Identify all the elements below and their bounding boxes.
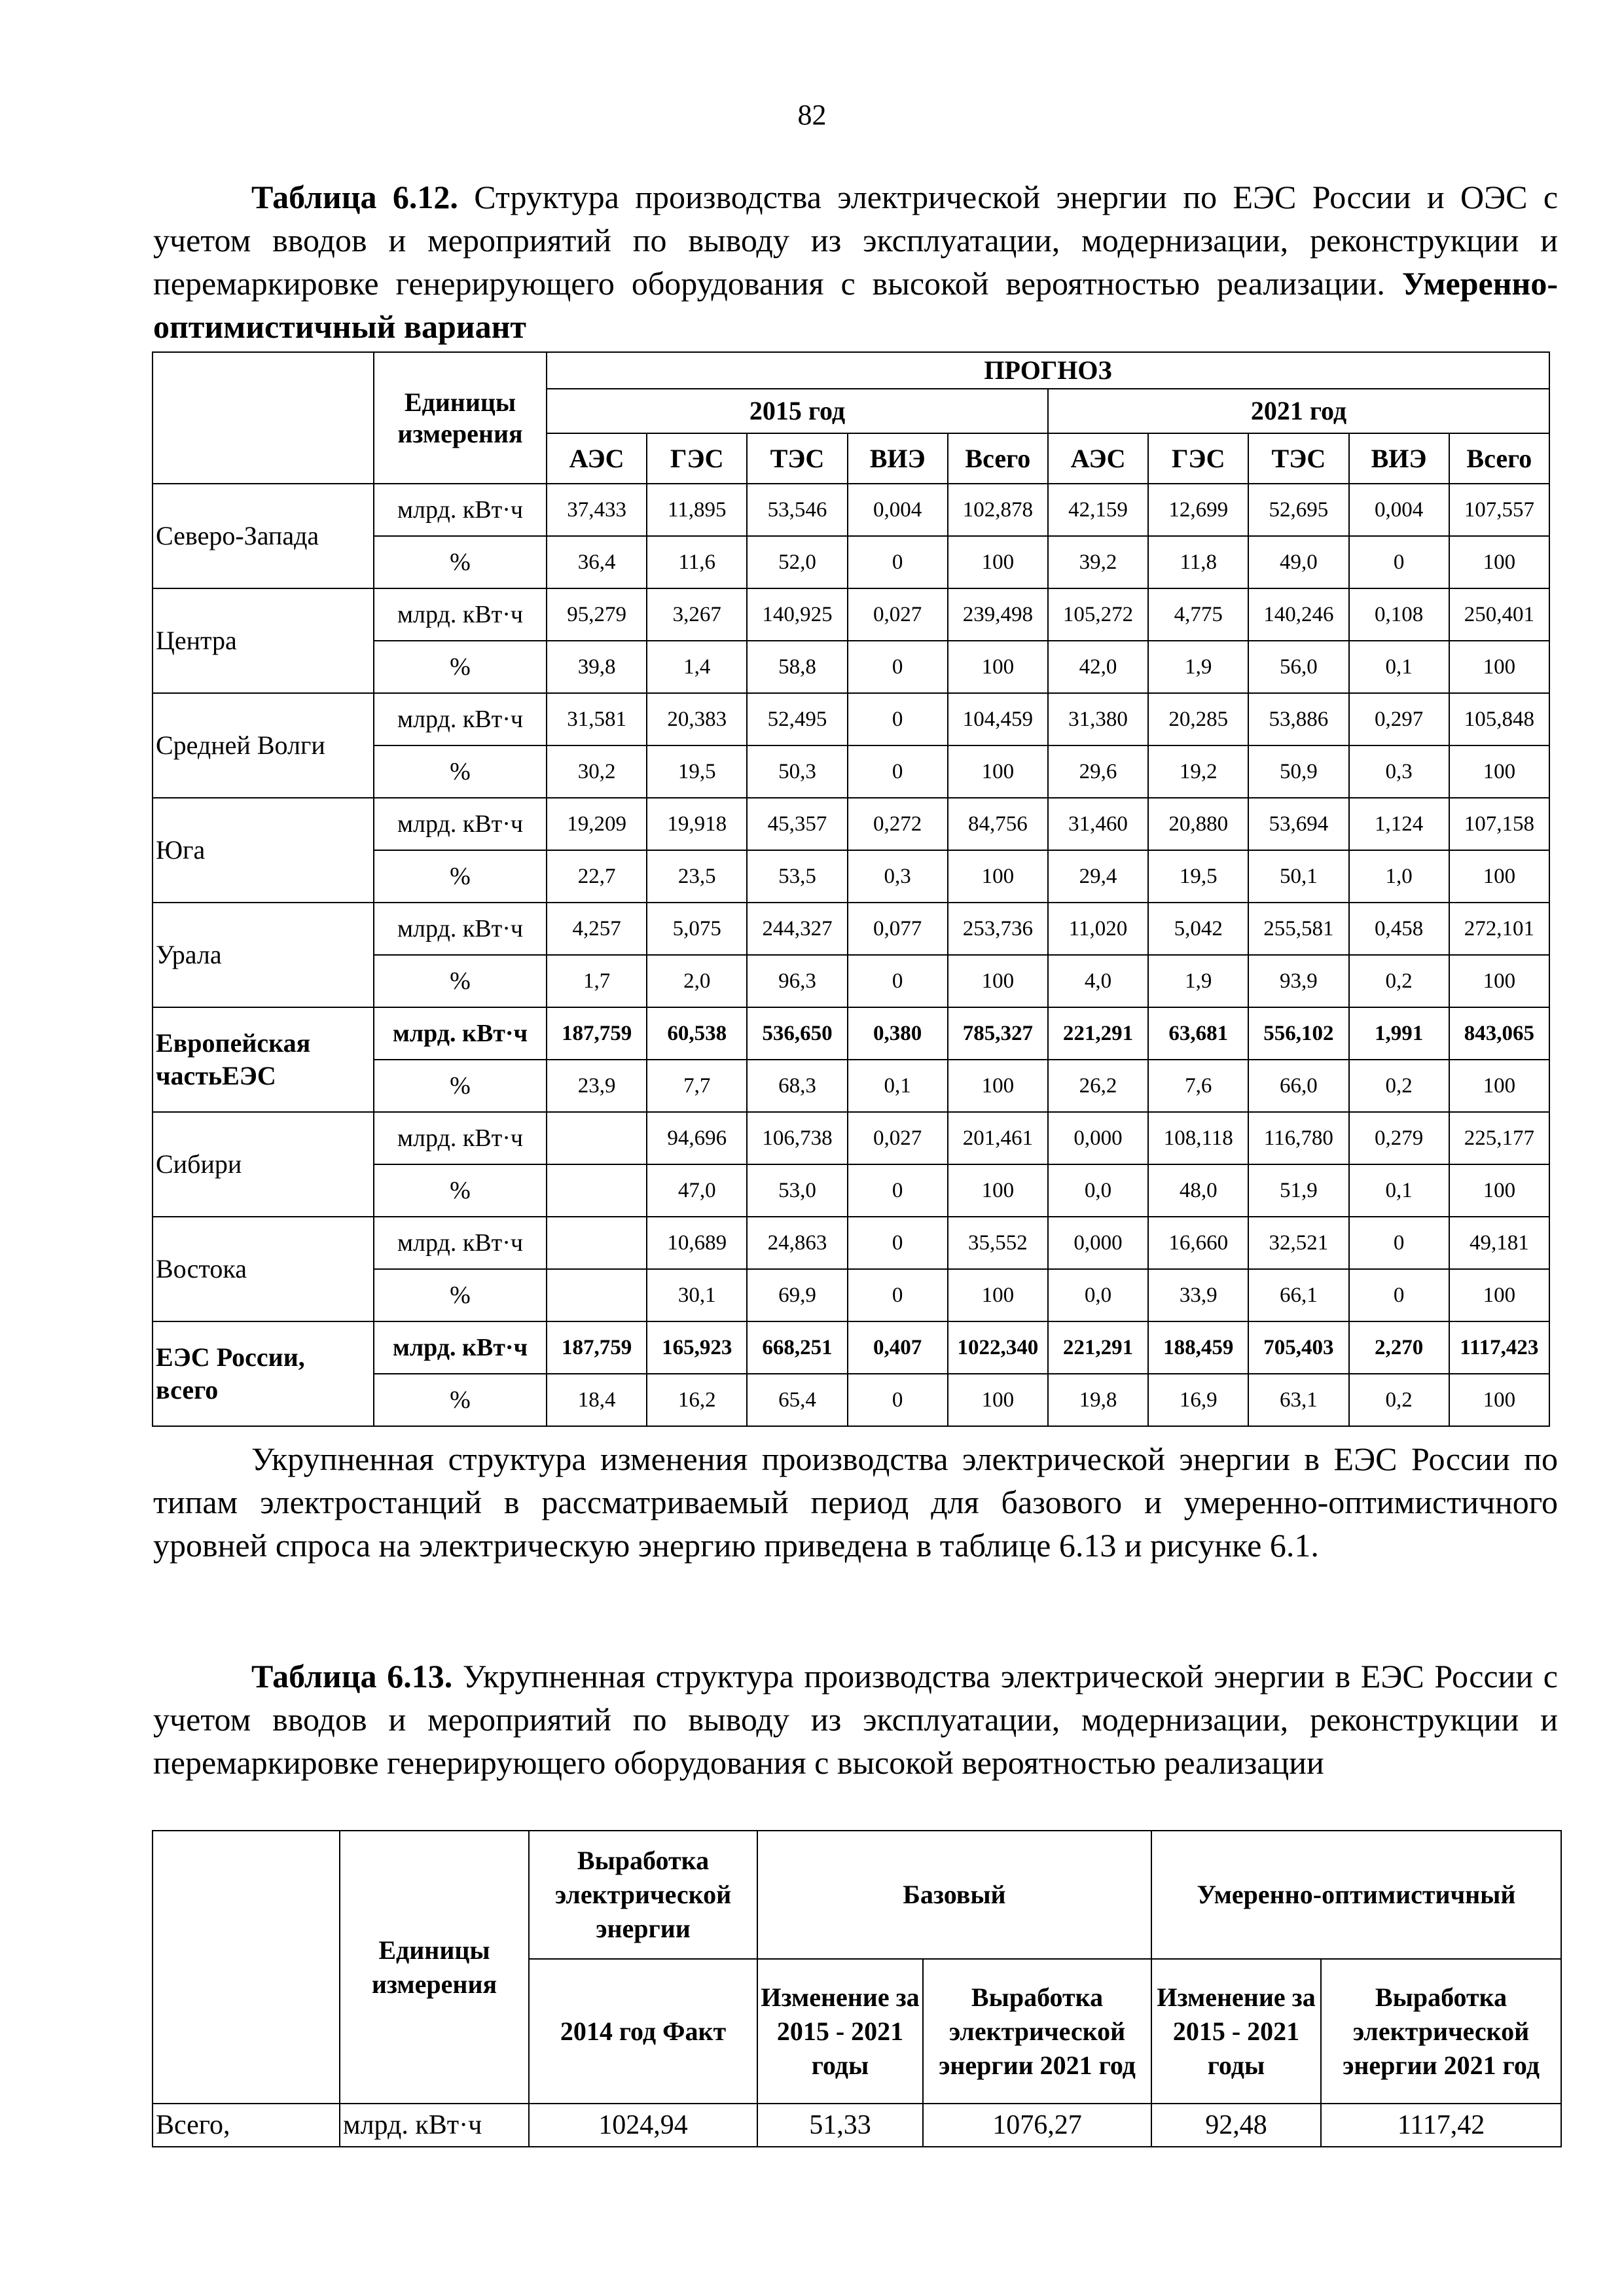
page-number: 82: [797, 99, 827, 131]
value-cell: 668,251: [747, 1321, 847, 1374]
value-cell: 11,8: [1148, 536, 1248, 588]
value-cell: 0: [1349, 536, 1449, 588]
value-cell: 11,020: [1048, 903, 1148, 955]
value-cell: 255,581: [1248, 903, 1348, 955]
value-cell: 16,9: [1148, 1374, 1248, 1426]
value-cell: 30,1: [647, 1269, 747, 1321]
value-cell: 31,460: [1048, 798, 1148, 850]
value-cell: 0,2: [1349, 1060, 1449, 1112]
unit-cell: %: [374, 850, 547, 903]
table-row-energy: [153, 1321, 1549, 1374]
value-cell: 69,9: [747, 1269, 847, 1321]
value-cell: 19,2: [1148, 745, 1248, 798]
value-cell: 11,895: [647, 484, 747, 536]
type-header: ВИЭ: [1349, 433, 1449, 484]
value-cell: 100: [948, 536, 1048, 588]
units-header: Единицы измерения: [374, 352, 547, 484]
value-cell: 102,878: [948, 484, 1048, 536]
value-cell: 100: [948, 850, 1048, 903]
optimistic-production-header: Выработка электрической энергии 2021 год: [1321, 1959, 1561, 2104]
value-cell: 0,407: [848, 1321, 948, 1374]
value-cell: [547, 1269, 647, 1321]
value-cell: 100: [1449, 1374, 1549, 1426]
production-header: Выработка электрической энергии: [529, 1831, 757, 1959]
value-cell: 5,042: [1148, 903, 1248, 955]
unit-cell: млрд. кВт·ч: [374, 484, 547, 536]
value-cell: 53,546: [747, 484, 847, 536]
table-6-12: [152, 351, 1550, 1427]
value-cell: 100: [1449, 955, 1549, 1007]
value-cell: 556,102: [1248, 1007, 1348, 1060]
value-cell: 1117,42: [1321, 2104, 1561, 2147]
value-cell: 53,0: [747, 1164, 847, 1217]
value-cell: 19,5: [647, 745, 747, 798]
value-cell: 19,209: [547, 798, 647, 850]
table-row-energy: [153, 693, 1549, 745]
value-cell: 100: [1449, 1060, 1549, 1112]
value-cell: 0: [848, 693, 948, 745]
value-cell: 140,925: [747, 588, 847, 641]
value-cell: 187,759: [547, 1321, 647, 1374]
unit-cell: %: [374, 1060, 547, 1112]
value-cell: 1,4: [647, 641, 747, 693]
base-header: Базовый: [757, 1831, 1151, 1959]
type-header: ГЭС: [1148, 433, 1248, 484]
value-cell: 225,177: [1449, 1112, 1549, 1164]
value-cell: 100: [1449, 1164, 1549, 1217]
table-6-13-caption: [153, 1655, 1558, 1784]
value-cell: 187,759: [547, 1007, 647, 1060]
value-cell: 29,6: [1048, 745, 1148, 798]
value-cell: 244,327: [747, 903, 847, 955]
table-row-energy: [153, 484, 1549, 536]
value-cell: 0,297: [1349, 693, 1449, 745]
value-cell: 0,0: [1048, 1269, 1148, 1321]
value-cell: 0,000: [1048, 1217, 1148, 1269]
value-cell: 19,5: [1148, 850, 1248, 903]
value-cell: [547, 1217, 647, 1269]
value-cell: 100: [1449, 641, 1549, 693]
caption-label: Таблица 6.12.: [251, 179, 458, 215]
value-cell: 68,3: [747, 1060, 847, 1112]
value-cell: 0,108: [1349, 588, 1449, 641]
value-cell: 66,0: [1248, 1060, 1348, 1112]
type-header: АЭС: [547, 433, 647, 484]
value-cell: 50,1: [1248, 850, 1348, 903]
region-name: Центра: [153, 588, 374, 693]
value-cell: 0,2: [1349, 1374, 1449, 1426]
value-cell: 52,695: [1248, 484, 1348, 536]
region-name: Европейская частьЕЭС: [153, 1007, 374, 1112]
value-cell: 100: [1449, 1269, 1549, 1321]
value-cell: [547, 1164, 647, 1217]
value-cell: 4,775: [1148, 588, 1248, 641]
year-2021-header: 2021 год: [1048, 389, 1549, 433]
unit-cell: млрд. кВт·ч: [374, 798, 547, 850]
value-cell: 12,699: [1148, 484, 1248, 536]
value-cell: 705,403: [1248, 1321, 1348, 1374]
region-name: Северо-Запада: [153, 484, 374, 588]
unit-cell: млрд. кВт·ч: [374, 1217, 547, 1269]
row-name-header: [153, 1831, 340, 2104]
region-name: Урала: [153, 903, 374, 1007]
value-cell: 52,495: [747, 693, 847, 745]
unit-cell: млрд. кВт·ч: [374, 1007, 547, 1060]
value-cell: 0,004: [1349, 484, 1449, 536]
value-cell: 31,581: [547, 693, 647, 745]
value-cell: 37,433: [547, 484, 647, 536]
row-name: Всего,: [153, 2104, 340, 2147]
value-cell: 100: [948, 1060, 1048, 1112]
fact-2014-header: 2014 год Факт: [529, 1959, 757, 2104]
value-cell: 1,991: [1349, 1007, 1449, 1060]
value-cell: 0: [848, 1374, 948, 1426]
table-row-energy: [153, 1112, 1549, 1164]
value-cell: 165,923: [647, 1321, 747, 1374]
type-header: ТЭС: [1248, 433, 1348, 484]
table-row: [153, 2104, 1561, 2147]
value-cell: 140,246: [1248, 588, 1348, 641]
value-cell: 100: [948, 1374, 1048, 1426]
value-cell: 106,738: [747, 1112, 847, 1164]
value-cell: 92,48: [1151, 2104, 1321, 2147]
type-header: ГЭС: [647, 433, 747, 484]
value-cell: 93,9: [1248, 955, 1348, 1007]
value-cell: 20,285: [1148, 693, 1248, 745]
value-cell: 0,3: [848, 850, 948, 903]
type-header: Всего: [948, 433, 1048, 484]
value-cell: 16,2: [647, 1374, 747, 1426]
unit-cell: млрд. кВт·ч: [374, 903, 547, 955]
value-cell: 1117,423: [1449, 1321, 1549, 1374]
value-cell: 42,159: [1048, 484, 1148, 536]
value-cell: 26,2: [1048, 1060, 1148, 1112]
value-cell: 105,272: [1048, 588, 1148, 641]
value-cell: 0: [1349, 1269, 1449, 1321]
value-cell: 53,886: [1248, 693, 1348, 745]
value-cell: 29,4: [1048, 850, 1148, 903]
value-cell: 56,0: [1248, 641, 1348, 693]
value-cell: 2,0: [647, 955, 747, 1007]
value-cell: 48,0: [1148, 1164, 1248, 1217]
table-row-energy: [153, 588, 1549, 641]
value-cell: 84,756: [948, 798, 1048, 850]
value-cell: 0: [848, 1217, 948, 1269]
value-cell: 0: [848, 1269, 948, 1321]
value-cell: 2,270: [1349, 1321, 1449, 1374]
value-cell: 0: [848, 955, 948, 1007]
value-cell: 0: [848, 536, 948, 588]
value-cell: 32,521: [1248, 1217, 1348, 1269]
value-cell: 107,557: [1449, 484, 1549, 536]
unit-cell: млрд. кВт·ч: [340, 2104, 529, 2147]
value-cell: 39,2: [1048, 536, 1148, 588]
type-header: Всего: [1449, 433, 1549, 484]
optimistic-change-header: Изменение за 2015 - 2021 годы: [1151, 1959, 1321, 2104]
value-cell: 33,9: [1148, 1269, 1248, 1321]
value-cell: 272,101: [1449, 903, 1549, 955]
value-cell: 60,538: [647, 1007, 747, 1060]
value-cell: 221,291: [1048, 1007, 1148, 1060]
value-cell: 0,2: [1349, 955, 1449, 1007]
value-cell: 4,257: [547, 903, 647, 955]
unit-cell: млрд. кВт·ч: [374, 1321, 547, 1374]
value-cell: 51,33: [757, 2104, 923, 2147]
value-cell: 0,004: [848, 484, 948, 536]
value-cell: 100: [948, 1164, 1048, 1217]
value-cell: 0,272: [848, 798, 948, 850]
caption-label: Таблица 6.13.: [251, 1658, 453, 1695]
value-cell: 96,3: [747, 955, 847, 1007]
table-6-12-caption: [153, 175, 1558, 348]
region-name: ЕЭС России, всего: [153, 1321, 374, 1426]
value-cell: 1076,27: [923, 2104, 1151, 2147]
value-cell: 0,077: [848, 903, 948, 955]
value-cell: 52,0: [747, 536, 847, 588]
value-cell: 4,0: [1048, 955, 1148, 1007]
unit-cell: %: [374, 536, 547, 588]
unit-cell: %: [374, 1164, 547, 1217]
value-cell: 63,681: [1148, 1007, 1248, 1060]
value-cell: 65,4: [747, 1374, 847, 1426]
value-cell: 785,327: [948, 1007, 1048, 1060]
value-cell: 47,0: [647, 1164, 747, 1217]
value-cell: 49,181: [1449, 1217, 1549, 1269]
forecast-header: ПРОГНОЗ: [547, 352, 1549, 389]
value-cell: 0,027: [848, 1112, 948, 1164]
value-cell: 239,498: [948, 588, 1048, 641]
value-cell: 19,918: [647, 798, 747, 850]
unit-cell: млрд. кВт·ч: [374, 1112, 547, 1164]
value-cell: 7,7: [647, 1060, 747, 1112]
table-row-energy: [153, 798, 1549, 850]
value-cell: 7,6: [1148, 1060, 1248, 1112]
value-cell: 107,158: [1449, 798, 1549, 850]
value-cell: 116,780: [1248, 1112, 1348, 1164]
table-6-13: [152, 1830, 1562, 2147]
value-cell: 20,880: [1148, 798, 1248, 850]
value-cell: 23,9: [547, 1060, 647, 1112]
value-cell: 58,8: [747, 641, 847, 693]
base-change-header: Изменение за 2015 - 2021 годы: [757, 1959, 923, 2104]
value-cell: 94,696: [647, 1112, 747, 1164]
value-cell: 53,694: [1248, 798, 1348, 850]
value-cell: 188,459: [1148, 1321, 1248, 1374]
type-header: ВИЭ: [848, 433, 948, 484]
value-cell: 0,027: [848, 588, 948, 641]
value-cell: 1,7: [547, 955, 647, 1007]
value-cell: 108,118: [1148, 1112, 1248, 1164]
unit-cell: млрд. кВт·ч: [374, 693, 547, 745]
table-row-energy: [153, 903, 1549, 955]
unit-cell: %: [374, 1269, 547, 1321]
value-cell: 22,7: [547, 850, 647, 903]
value-cell: 1022,340: [948, 1321, 1048, 1374]
value-cell: 45,357: [747, 798, 847, 850]
value-cell: 1024,94: [529, 2104, 757, 2147]
value-cell: 63,1: [1248, 1374, 1348, 1426]
type-header: АЭС: [1048, 433, 1148, 484]
value-cell: 53,5: [747, 850, 847, 903]
value-cell: 66,1: [1248, 1269, 1348, 1321]
value-cell: 19,8: [1048, 1374, 1148, 1426]
unit-cell: %: [374, 955, 547, 1007]
value-cell: 0,279: [1349, 1112, 1449, 1164]
value-cell: 39,8: [547, 641, 647, 693]
value-cell: 100: [1449, 850, 1549, 903]
value-cell: 30,2: [547, 745, 647, 798]
value-cell: 100: [948, 955, 1048, 1007]
region-name: Востока: [153, 1217, 374, 1321]
value-cell: 20,383: [647, 693, 747, 745]
value-cell: 50,9: [1248, 745, 1348, 798]
region-name: Средней Волги: [153, 693, 374, 798]
year-2015-header: 2015 год: [547, 389, 1048, 433]
value-cell: 0,1: [848, 1060, 948, 1112]
value-cell: 3,267: [647, 588, 747, 641]
unit-cell: млрд. кВт·ч: [374, 588, 547, 641]
caption-text: Укрупненная структура производства электрической энергии в ЕЭС России с учетом вводов и мероприятий по выводу из эксплуатации, модернизации, реконструкции и перемаркировке генерирующего оборудования с высокой вероятностью реализации: [153, 1658, 1558, 1781]
value-cell: 16,660: [1148, 1217, 1248, 1269]
value-cell: 23,5: [647, 850, 747, 903]
value-cell: 0,1: [1349, 1164, 1449, 1217]
value-cell: 50,3: [747, 745, 847, 798]
value-cell: 18,4: [547, 1374, 647, 1426]
value-cell: 0: [848, 641, 948, 693]
value-cell: 31,380: [1048, 693, 1148, 745]
base-production-header: Выработка электрической энергии 2021 год: [923, 1959, 1151, 2104]
value-cell: 42,0: [1048, 641, 1148, 693]
value-cell: 0,000: [1048, 1112, 1148, 1164]
value-cell: 1,0: [1349, 850, 1449, 903]
value-cell: 221,291: [1048, 1321, 1148, 1374]
table-row-energy: [153, 1007, 1549, 1060]
value-cell: 11,6: [647, 536, 747, 588]
value-cell: 36,4: [547, 536, 647, 588]
value-cell: 100: [1449, 536, 1549, 588]
region-name: Сибири: [153, 1112, 374, 1217]
value-cell: 100: [948, 1269, 1048, 1321]
value-cell: 51,9: [1248, 1164, 1348, 1217]
region-header: [153, 352, 374, 484]
value-cell: 0,0: [1048, 1164, 1148, 1217]
value-cell: 104,459: [948, 693, 1048, 745]
value-cell: [547, 1112, 647, 1164]
value-cell: 843,065: [1449, 1007, 1549, 1060]
value-cell: 0,3: [1349, 745, 1449, 798]
value-cell: 0: [848, 1164, 948, 1217]
value-cell: 24,863: [747, 1217, 847, 1269]
value-cell: 0,458: [1349, 903, 1449, 955]
value-cell: 0: [1349, 1217, 1449, 1269]
value-cell: 1,124: [1349, 798, 1449, 850]
value-cell: 201,461: [948, 1112, 1048, 1164]
value-cell: 1,9: [1148, 641, 1248, 693]
unit-cell: %: [374, 641, 547, 693]
caption-text: Структура производства электрической энергии по ЕЭС России и ОЭС с учетом вводов и мероприятий по выводу из эксплуатации, модернизации, реконструкции и перемаркировке генерирующего оборудования с высокой вероятностью реализации.: [153, 179, 1559, 302]
value-cell: 0: [848, 745, 948, 798]
value-cell: 5,075: [647, 903, 747, 955]
type-header: ТЭС: [747, 433, 847, 484]
value-cell: 35,552: [948, 1217, 1048, 1269]
value-cell: 253,736: [948, 903, 1048, 955]
caption-variant: Умеренно-оптимистичный вариант: [153, 265, 1558, 345]
unit-cell: %: [374, 1374, 547, 1426]
body-paragraph: Укрупненная структура изменения производства электрической энергии в ЕЭС России по типам электростанций в рассматриваемый период для базового и умеренно-оптимистичного уровней спроса на электрическую энергию приведена в таблице 6.13 и рисунке 6.1.: [153, 1441, 1558, 1564]
region-name: Юга: [153, 798, 374, 903]
value-cell: 100: [948, 641, 1048, 693]
value-cell: 105,848: [1449, 693, 1549, 745]
value-cell: 100: [948, 745, 1048, 798]
value-cell: 0,1: [1349, 641, 1449, 693]
optimistic-header: Умеренно-оптимистичный: [1151, 1831, 1561, 1959]
value-cell: 49,0: [1248, 536, 1348, 588]
unit-cell: %: [374, 745, 547, 798]
value-cell: 10,689: [647, 1217, 747, 1269]
table-row-energy: [153, 1217, 1549, 1269]
value-cell: 95,279: [547, 588, 647, 641]
value-cell: 1,9: [1148, 955, 1248, 1007]
value-cell: 100: [1449, 745, 1549, 798]
value-cell: 0,380: [848, 1007, 948, 1060]
value-cell: 250,401: [1449, 588, 1549, 641]
units-header: Единицы измерения: [340, 1831, 529, 2104]
value-cell: 536,650: [747, 1007, 847, 1060]
